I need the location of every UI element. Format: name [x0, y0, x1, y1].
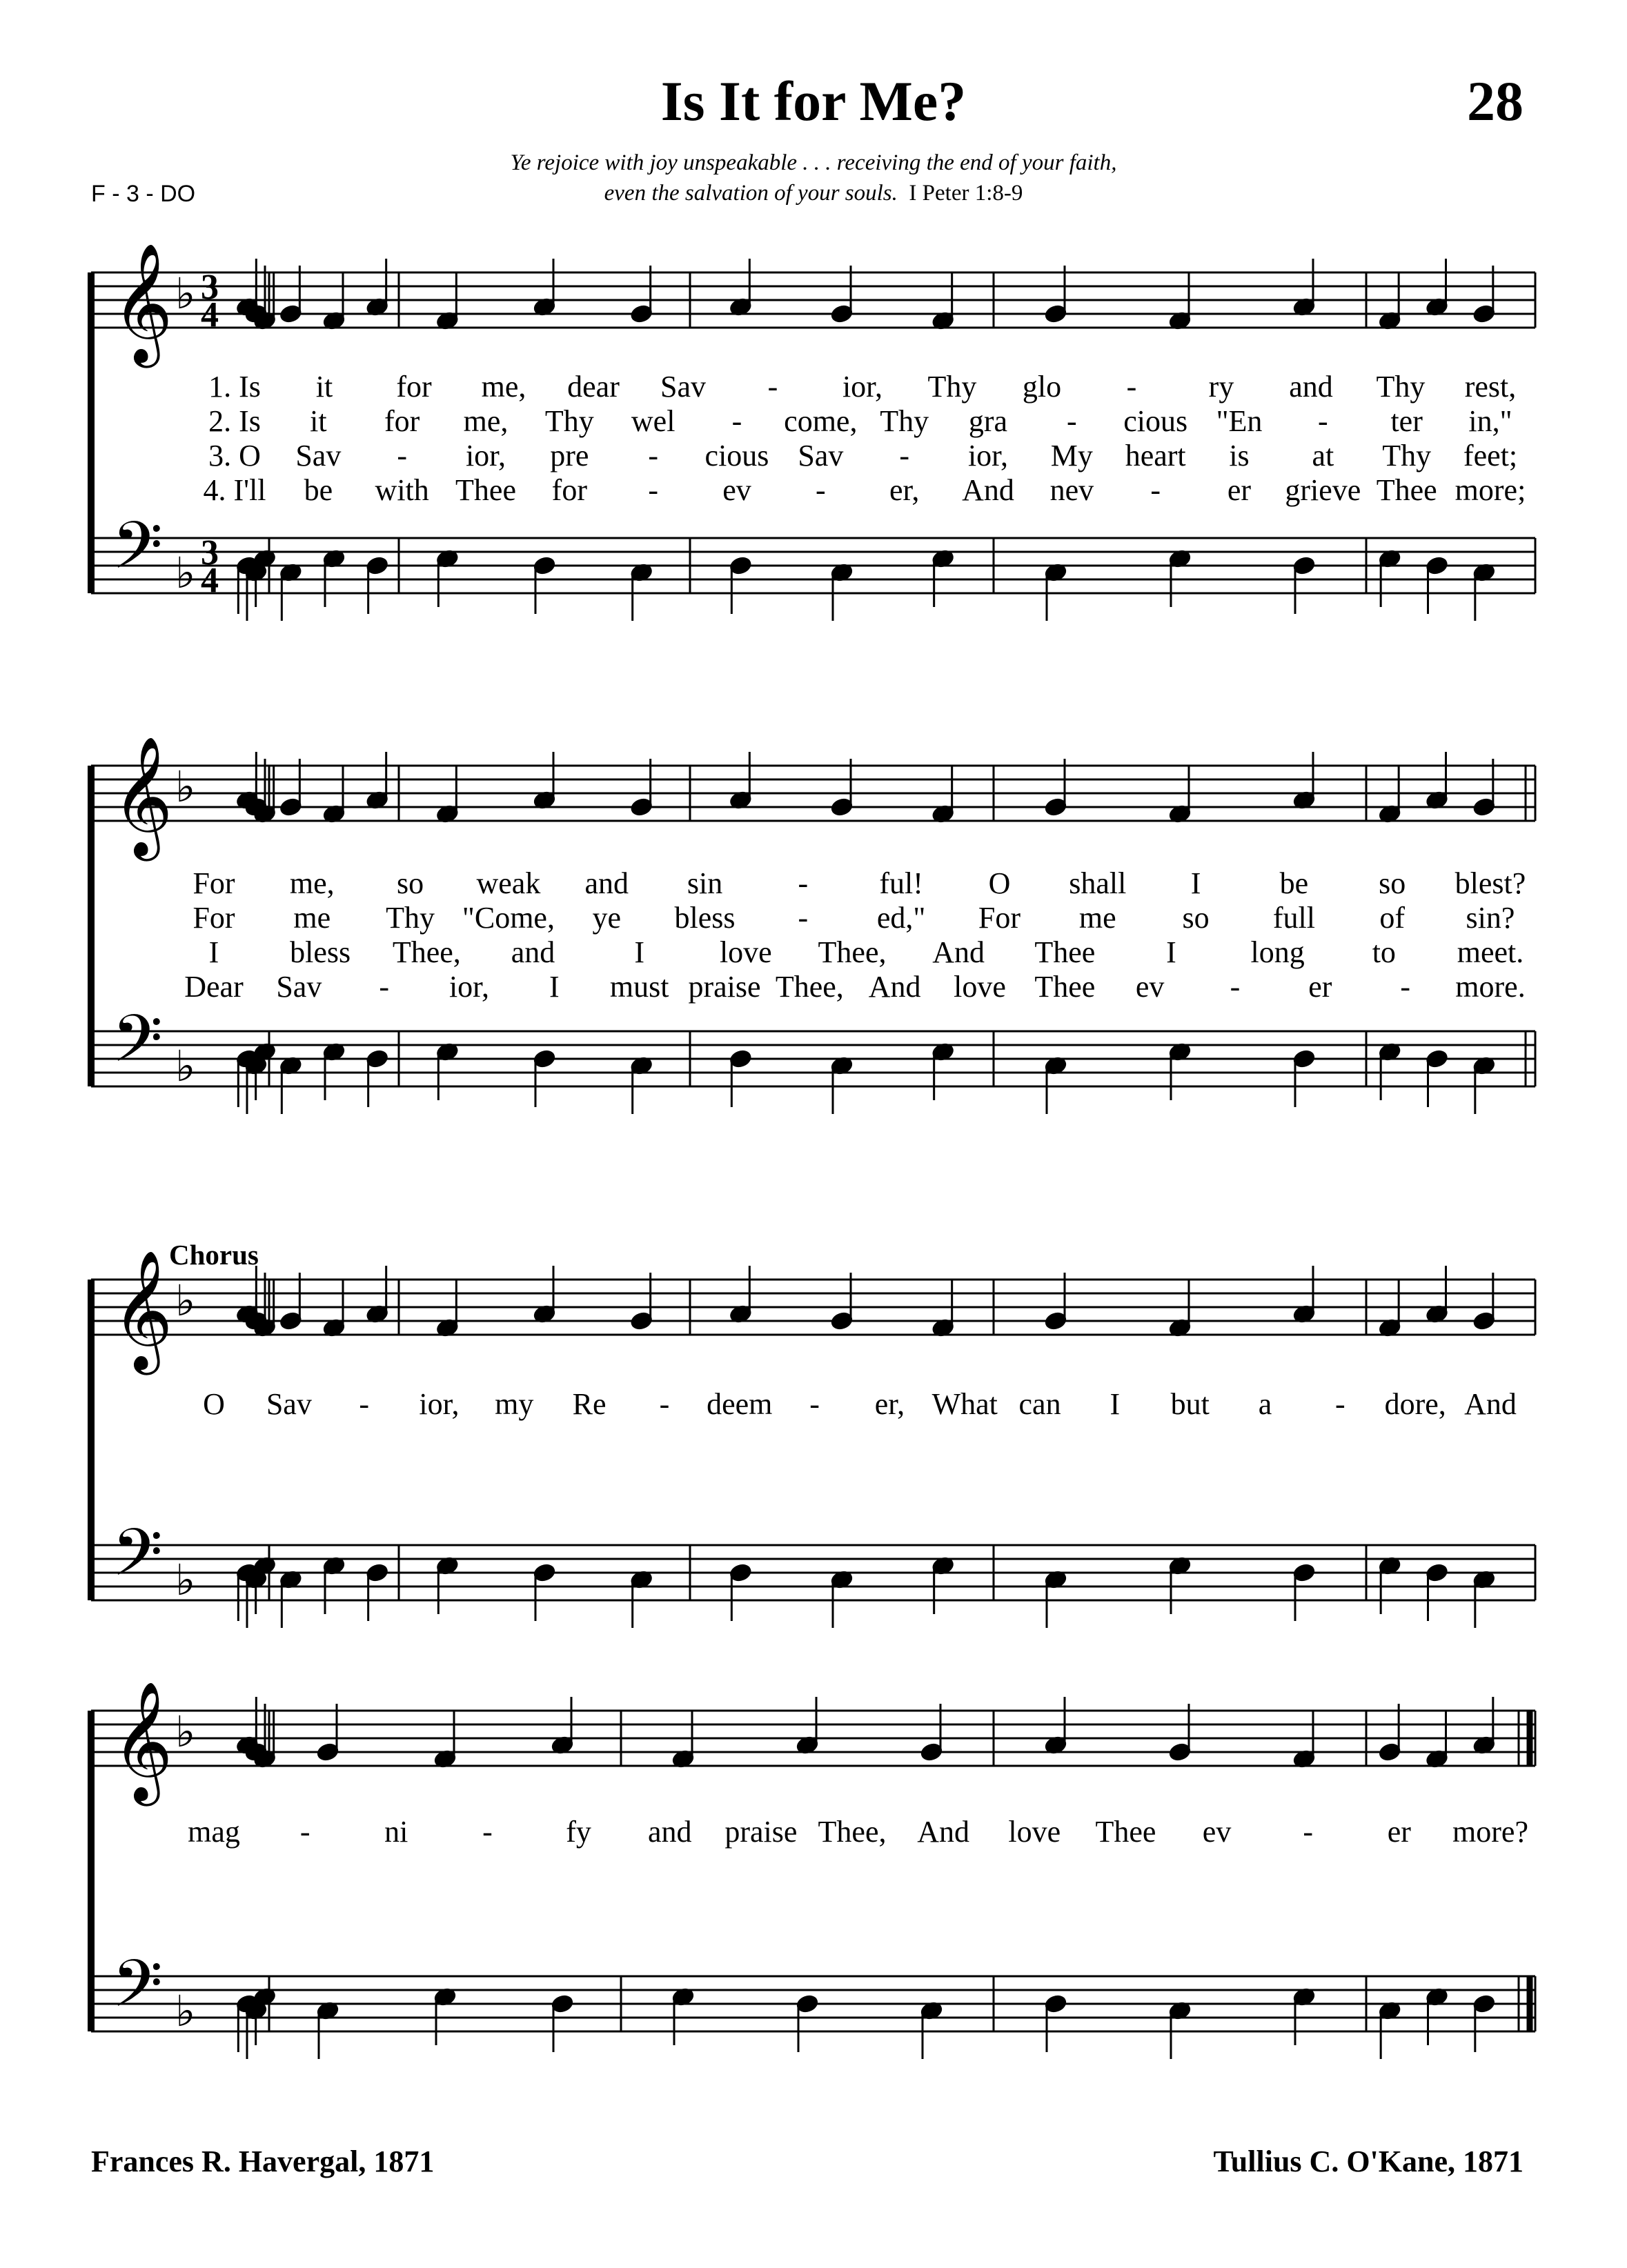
- lyric-syllable: love: [1008, 1815, 1061, 1849]
- lyric-syllable: My: [1050, 439, 1093, 472]
- lyric-syllable: O: [988, 866, 1011, 900]
- lyric-syllable: ye: [592, 901, 621, 935]
- lyric-syllable: -: [1126, 370, 1137, 404]
- lyric-syllable: -: [397, 439, 407, 472]
- epigraph-text: even the salvation of your souls.: [604, 181, 898, 206]
- lyric-syllable: 1. Is: [208, 370, 261, 404]
- lyric-syllable: and: [647, 1815, 692, 1849]
- lyric-syllable: nev: [1049, 473, 1094, 507]
- lyric-syllable: -: [798, 866, 809, 900]
- lyric-syllable: it: [310, 404, 327, 438]
- lyric-syllable: cious: [704, 439, 769, 472]
- lyric-syllable: -: [767, 370, 778, 404]
- epigraph-line-1: Ye rejoice with joy unspeakable . . . receiving the end of your faith,: [510, 150, 1117, 175]
- lyric-syllable: And: [917, 1815, 970, 1849]
- lyric-syllable: -: [816, 473, 826, 507]
- lyric-syllable: er: [1387, 1815, 1411, 1849]
- lyric-syllable: ev: [722, 473, 751, 507]
- lyric-syllable: er: [1227, 473, 1252, 507]
- chorus-label: Chorus: [169, 1239, 259, 1271]
- key-flat-icon: ♭: [175, 1707, 196, 1757]
- lyric-syllable: -: [648, 439, 658, 472]
- lyric-syllable: cious: [1123, 404, 1188, 438]
- lyric-syllable: Sav: [798, 439, 844, 472]
- lyric-syllable: For: [193, 866, 235, 900]
- lyric-syllable: for: [396, 370, 432, 404]
- lyric-syllable: bless: [674, 901, 736, 935]
- lyric-syllable: For: [978, 901, 1021, 935]
- lyric-syllable: -: [1303, 1815, 1314, 1849]
- lyric-syllable: Thee,: [818, 935, 887, 969]
- lyric-syllable: Thee: [1034, 935, 1096, 969]
- lyric-syllable: -: [359, 1387, 369, 1421]
- lyric-syllable: more.: [1455, 970, 1526, 1004]
- composer-credit: Tullius C. O'Kane, 1871: [1213, 2145, 1524, 2178]
- lyric-syllable: And: [868, 970, 921, 1004]
- lyric-syllable: wel: [631, 404, 676, 438]
- lyric-syllable: ev: [1135, 970, 1165, 1004]
- treble-clef-icon: 𝄞: [112, 1681, 173, 1801]
- lyric-syllable: -: [1318, 404, 1328, 438]
- treble-clef-icon: 𝄞: [112, 1250, 173, 1370]
- key-flat-icon: ♭: [175, 762, 196, 812]
- lyric-syllable: me,: [481, 370, 526, 404]
- lyric-syllable: Thee: [1376, 473, 1437, 507]
- lyric-syllable: -: [731, 404, 742, 438]
- lyric-syllable: in,": [1468, 404, 1512, 438]
- lyric-syllable: grieve: [1285, 473, 1361, 507]
- lyric-syllable: Thy: [386, 901, 435, 935]
- lyric-syllable: come,: [784, 404, 858, 438]
- lyric-syllable: at: [1312, 439, 1334, 472]
- lyric-syllable: with: [375, 473, 429, 507]
- lyric-syllable: so: [397, 866, 424, 900]
- lyric-syllable: 2. Is: [208, 404, 261, 438]
- lyric-syllable: sin?: [1466, 901, 1515, 935]
- lyric-syllable: more?: [1452, 1815, 1528, 1849]
- lyric-syllable: And: [932, 935, 985, 969]
- lyric-syllable: -: [899, 439, 909, 472]
- lyric-syllable: -: [1150, 473, 1161, 507]
- lyric-syllable: What: [931, 1387, 998, 1421]
- lyric-syllable: -: [1230, 970, 1241, 1004]
- lyric-syllable: ni: [384, 1815, 408, 1849]
- lyric-syllable: ior,: [419, 1387, 460, 1421]
- lyric-syllable: O: [203, 1387, 225, 1421]
- lyric-syllable: ed,": [876, 901, 926, 935]
- hymn-title: Is It for Me?: [660, 70, 967, 132]
- lyric-syllable: love: [719, 935, 772, 969]
- lyric-syllable: of: [1379, 901, 1406, 935]
- lyric-syllable: And: [962, 473, 1014, 507]
- lyric-syllable: me: [293, 901, 331, 935]
- lyric-syllable: Sav: [266, 1387, 312, 1421]
- lyric-syllable: a: [1258, 1387, 1272, 1421]
- lyric-syllable: Thy: [1382, 439, 1432, 472]
- lyric-syllable: Thee,: [775, 970, 844, 1004]
- lyric-syllable: -: [809, 1387, 820, 1421]
- lyric-syllable: Thy: [880, 404, 929, 438]
- lyric-syllable: weak: [476, 866, 541, 900]
- lyric-syllable: Thee: [1095, 1815, 1156, 1849]
- lyric-syllable: fy: [566, 1815, 591, 1849]
- lyric-syllable: it: [315, 370, 333, 404]
- lyric-syllable: er,: [874, 1387, 905, 1421]
- key-flat-icon: ♭: [175, 1986, 196, 2036]
- lyric-syllable: ry: [1208, 370, 1234, 404]
- lyric-syllable: Thee,: [818, 1815, 887, 1849]
- lyric-syllable: Re: [572, 1387, 607, 1421]
- lyric-syllable: and: [511, 935, 555, 969]
- lyric-syllable: I: [549, 970, 560, 1004]
- lyric-syllable: ful!: [879, 866, 923, 900]
- lyric-syllable: Thee: [1034, 970, 1096, 1004]
- lyric-syllable: must: [609, 970, 669, 1004]
- lyric-syllable: Thy: [1376, 370, 1426, 404]
- lyric-syllable: -: [1400, 970, 1410, 1004]
- lyric-syllable: ior,: [448, 970, 490, 1004]
- lyric-syllable: "En: [1216, 404, 1263, 438]
- lyric-syllable: and: [1289, 370, 1333, 404]
- lyric-syllable: "Come,: [462, 901, 555, 935]
- lyric-syllable: 3. O: [208, 439, 261, 472]
- lyric-syllable: -: [482, 1815, 493, 1849]
- lyric-syllable: my: [495, 1387, 534, 1421]
- lyric-syllable: 4. I'll: [203, 473, 266, 507]
- lyric-syllable: Thee: [455, 473, 516, 507]
- lyric-syllable: dore,: [1384, 1387, 1446, 1421]
- lyric-syllable: -: [299, 1815, 310, 1849]
- treble-clef-icon: 𝄞: [112, 736, 173, 856]
- lyric-syllable: can: [1018, 1387, 1061, 1421]
- author-credit: Frances R. Havergal, 1871: [91, 2145, 435, 2178]
- lyric-syllable: is: [1229, 439, 1250, 472]
- lyric-syllable: er,: [889, 473, 920, 507]
- lyric-syllable: but: [1170, 1387, 1210, 1421]
- key-flat-icon: ♭: [175, 1041, 196, 1091]
- lyric-syllable: and: [584, 866, 629, 900]
- lyric-syllable: so: [1182, 901, 1210, 935]
- lyric-syllable: praise: [724, 1815, 798, 1849]
- key-flat-icon: ♭: [175, 268, 196, 319]
- lyric-syllable: me: [1078, 901, 1116, 935]
- time-signature-denominator: 4: [201, 561, 219, 600]
- lyric-syllable: bless: [290, 935, 351, 969]
- lyric-syllable: Sav: [660, 370, 706, 404]
- lyric-syllable: For: [193, 901, 235, 935]
- key-label: F - 3 - DO: [91, 181, 196, 207]
- bass-clef-icon: 𝄢: [112, 1946, 163, 2038]
- lyric-syllable: Thee,: [392, 935, 461, 969]
- lyric-syllable: feet;: [1463, 439, 1518, 472]
- lyric-syllable: more;: [1455, 473, 1526, 507]
- lyric-syllable: Sav: [295, 439, 342, 472]
- lyric-syllable: sin: [687, 866, 723, 900]
- lyric-syllable: glo: [1022, 370, 1062, 404]
- lyric-syllable: ior,: [465, 439, 506, 472]
- lyric-syllable: I: [1190, 866, 1201, 900]
- lyric-syllable: love: [954, 970, 1006, 1004]
- lyric-syllable: I: [634, 935, 644, 969]
- lyric-syllable: meet.: [1457, 935, 1524, 969]
- lyric-syllable: me,: [463, 404, 509, 438]
- lyric-syllable: And: [1464, 1387, 1517, 1421]
- lyric-syllable: heart: [1125, 439, 1186, 472]
- bass-clef-icon: 𝄢: [112, 508, 163, 600]
- lyric-syllable: full: [1272, 901, 1315, 935]
- lyric-syllable: Thy: [544, 404, 594, 438]
- time-signature-numerator: 3: [201, 268, 219, 307]
- treble-clef-icon: 𝄞: [112, 243, 173, 363]
- lyric-syllable: I: [1110, 1387, 1121, 1421]
- lyric-syllable: Sav: [276, 970, 322, 1004]
- lyric-syllable: shall: [1069, 866, 1127, 900]
- lyric-syllable: -: [379, 970, 389, 1004]
- bass-clef-icon: 𝄢: [112, 1515, 163, 1607]
- lyric-syllable: long: [1250, 935, 1305, 969]
- bass-clef-icon: 𝄢: [112, 1001, 163, 1093]
- lyric-syllable: ior,: [842, 370, 883, 404]
- lyric-syllable: gra: [968, 404, 1008, 438]
- key-flat-icon: ♭: [175, 1275, 196, 1326]
- lyric-syllable: -: [659, 1387, 670, 1421]
- lyric-syllable: Dear: [184, 970, 244, 1004]
- lyric-syllable: dear: [567, 370, 620, 404]
- time-signature-denominator: 4: [201, 295, 219, 335]
- lyric-syllable: ior,: [967, 439, 1009, 472]
- lyric-syllable: me,: [289, 866, 335, 900]
- lyric-syllable: I: [208, 935, 219, 969]
- lyric-syllable: praise: [688, 970, 761, 1004]
- hymn-number: 28: [1467, 70, 1524, 132]
- lyric-syllable: rest,: [1464, 370, 1517, 404]
- lyric-syllable: for: [384, 404, 420, 438]
- lyric-syllable: Thy: [927, 370, 977, 404]
- lyric-syllable: -: [1335, 1387, 1345, 1421]
- lyric-syllable: -: [798, 901, 809, 935]
- lyric-syllable: to: [1372, 935, 1396, 969]
- key-flat-icon: ♭: [175, 1555, 196, 1605]
- time-signature-numerator: 3: [201, 533, 219, 573]
- lyric-syllable: so: [1379, 866, 1406, 900]
- lyric-syllable: -: [648, 473, 658, 507]
- lyric-syllable: ter: [1390, 404, 1423, 438]
- lyric-syllable: blest?: [1455, 866, 1526, 900]
- lyric-syllable: be: [304, 473, 333, 507]
- lyric-syllable: er: [1308, 970, 1332, 1004]
- lyric-syllable: ev: [1202, 1815, 1232, 1849]
- lyric-syllable: -: [1067, 404, 1077, 438]
- key-flat-icon: ♭: [175, 548, 196, 598]
- lyric-syllable: deem: [707, 1387, 773, 1421]
- lyric-syllable: be: [1279, 866, 1309, 900]
- lyric-syllable: for: [551, 473, 587, 507]
- epigraph-reference: I Peter 1:8-9: [909, 181, 1023, 206]
- lyric-syllable: I: [1166, 935, 1176, 969]
- lyric-syllable: mag: [188, 1815, 240, 1849]
- lyric-syllable: pre: [550, 439, 589, 472]
